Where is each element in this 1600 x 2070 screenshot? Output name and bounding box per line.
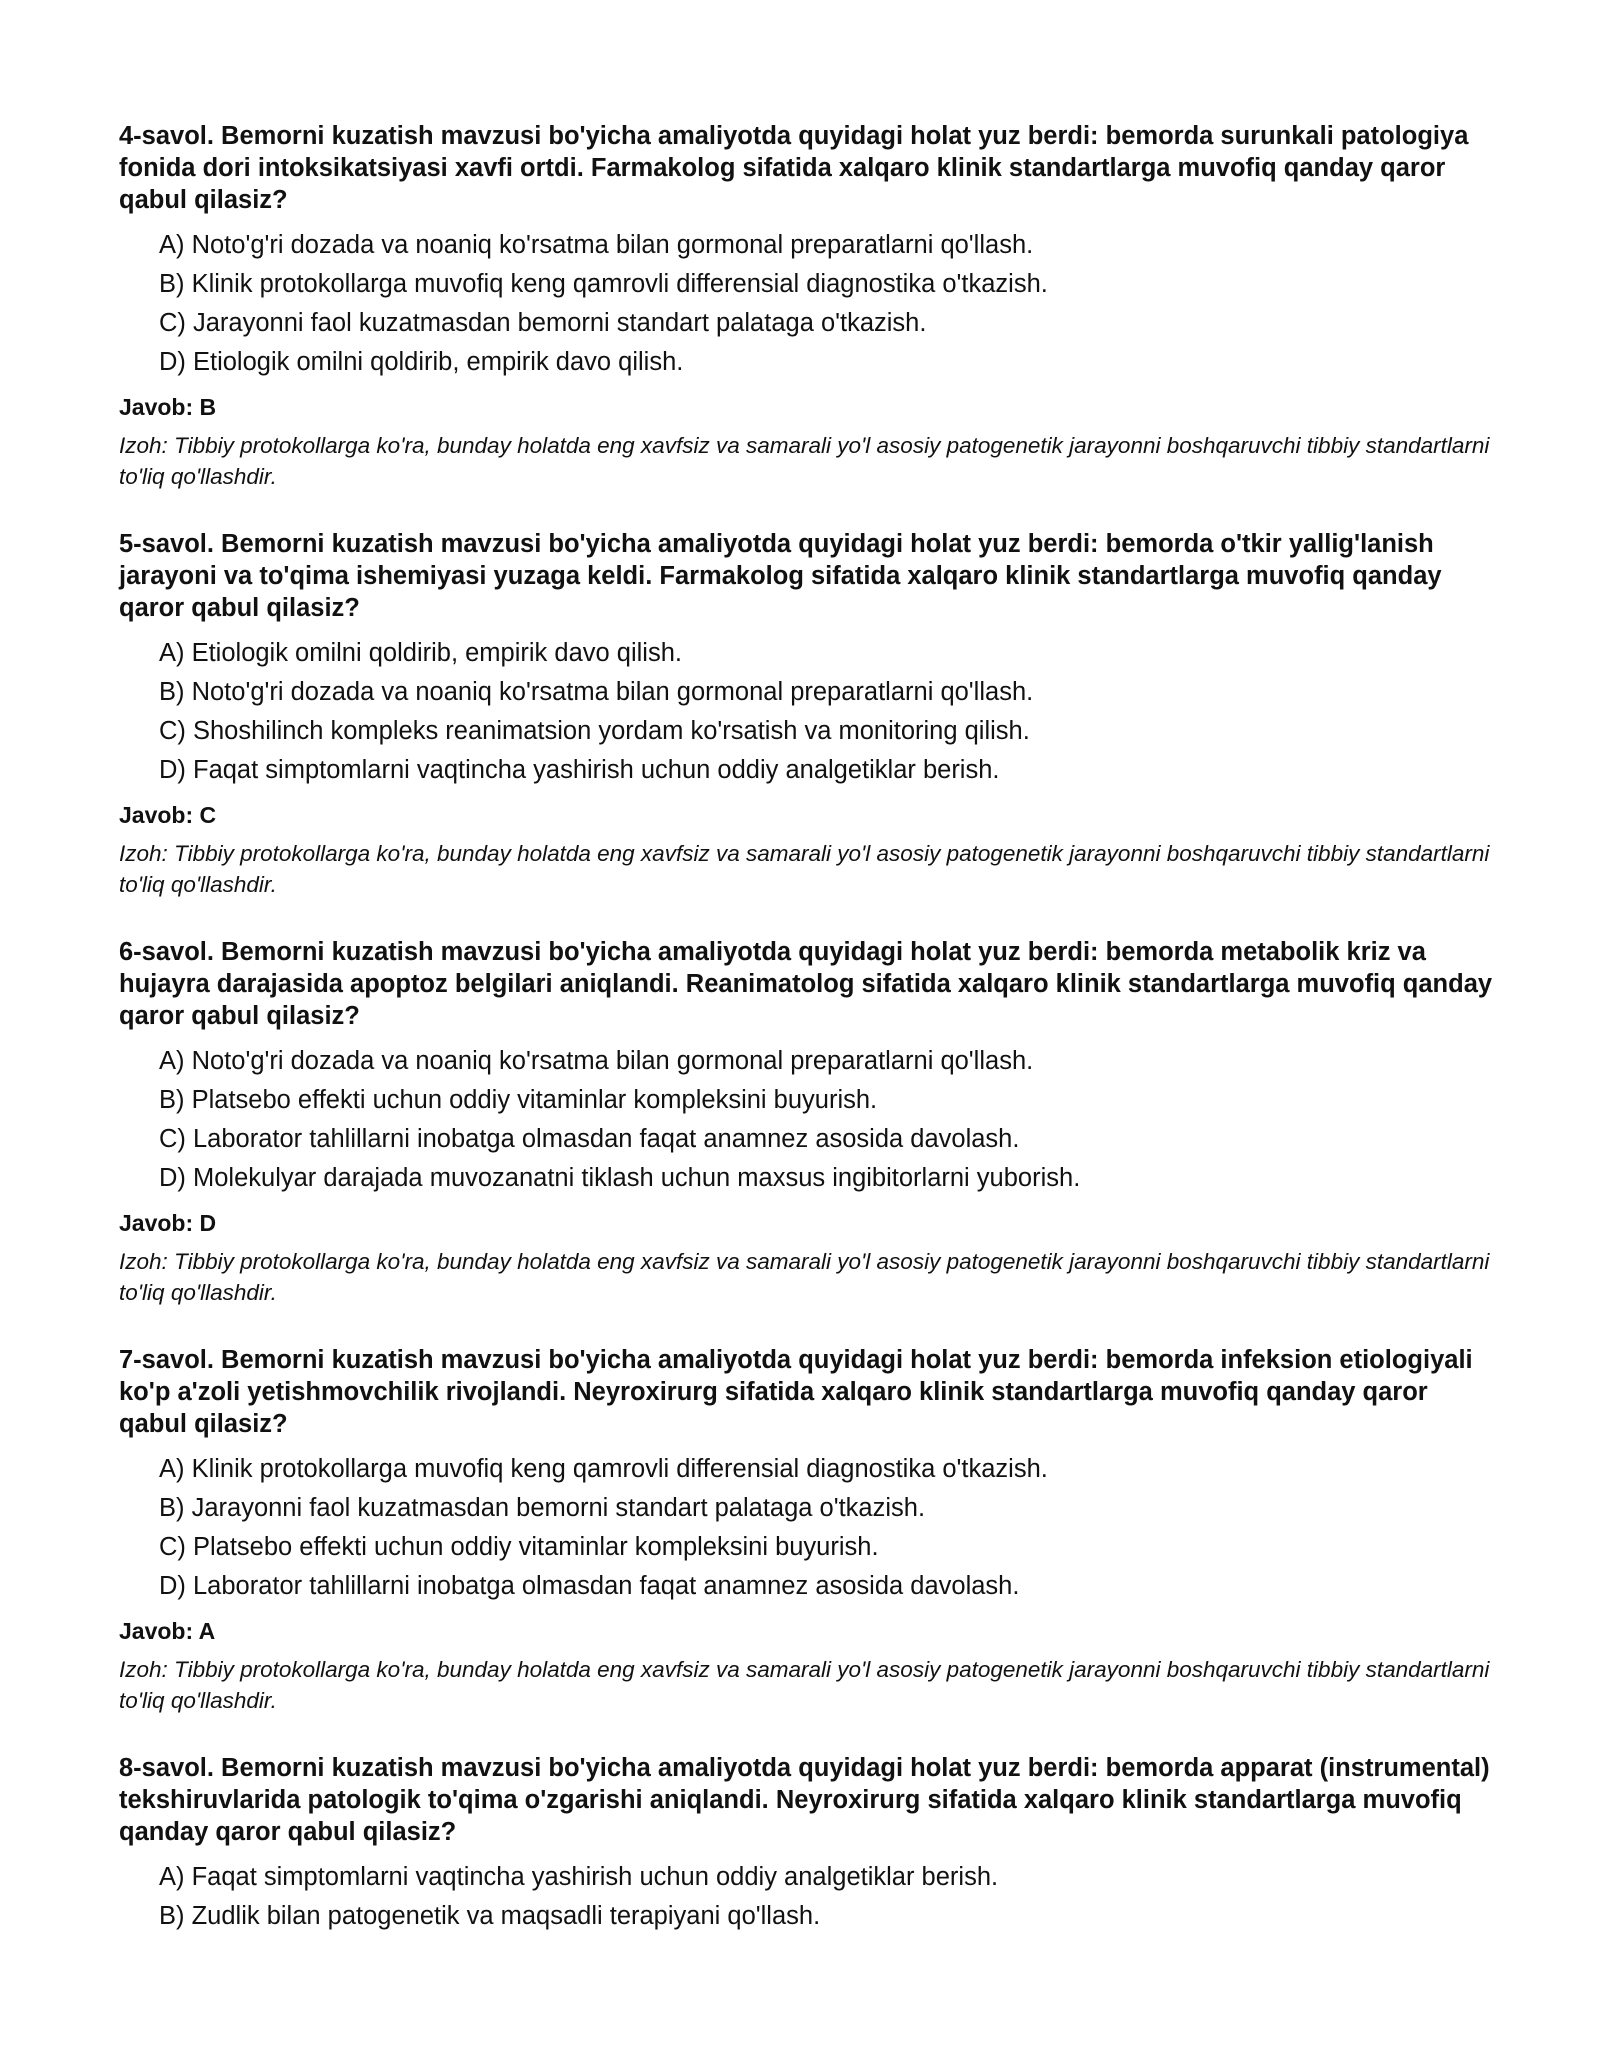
option-list xyxy=(119,226,1499,382)
option-b: B) Noto'g'ri dozada va noaniq ko'rsatma bilan gormonal preparatlarni qo'llash. xyxy=(159,678,1034,706)
explanation-note: Izoh: Tibbiy protokollarga ko'ra, bunday holatda eng xavfsiz va samarali yo'l asosiy patogenetik jarayonni boshqaruvchi tibbiy standartlarni to'liq qo'llashdir. xyxy=(119,433,1490,489)
option-b: B) Platsebo effekti uchun oddiy vitaminlar kompleksini buyurish. xyxy=(159,1086,878,1114)
question-text: 4-savol. Bemorni kuzatish mavzusi bo'yicha amaliyotda quyidagi holat yuz berdi: bemorda surunkali patologiya fonida dori intoksikatsiyasi xavfi ortdi. Farmakolog sifatida xalqaro klinik standartlarga muvofiq qanday qaror qabul qilasiz? xyxy=(119,122,1469,214)
question-text: 7-savol. Bemorni kuzatish mavzusi bo'yicha amaliyotda quyidagi holat yuz berdi: bemorda infeksion etiologiyali ko'p a'zoli yetishmovchilik rivojlandi. Neyroxirurg sifatida xalqaro klinik standartlarga muvofiq qanday qaror qabul qilasiz? xyxy=(119,1346,1473,1438)
option-a: A) Noto'g'ri dozada va noaniq ko'rsatma bilan gormonal preparatlarni qo'llash. xyxy=(159,1047,1034,1075)
option-c: C) Laborator tahlillarni inobatga olmasdan faqat anamnez asosida davolash. xyxy=(159,1125,1020,1153)
option-a: A) Etiologik omilni qoldirib, empirik davo qilish. xyxy=(159,639,682,667)
question-block-6 xyxy=(119,936,1499,1308)
explanation-note: Izoh: Tibbiy protokollarga ko'ra, bunday holatda eng xavfsiz va samarali yo'l asosiy patogenetik jarayonni boshqaruvchi tibbiy standartlarni to'liq qo'llashdir. xyxy=(119,1657,1490,1713)
option-c: C) Shoshilinch kompleks reanimatsion yordam ko'rsatish va monitoring qilish. xyxy=(159,717,1030,745)
option-a: A) Klinik protokollarga muvofiq keng qamrovli differensial diagnostika o'tkazish. xyxy=(159,1455,1048,1483)
answer-label: Javob: D xyxy=(119,1210,217,1236)
answer-label: Javob: B xyxy=(119,394,217,420)
option-list xyxy=(119,1450,1499,1606)
option-c: C) Jarayonni faol kuzatmasdan bemorni standart palataga o'tkazish. xyxy=(159,309,927,337)
question-text: 5-savol. Bemorni kuzatish mavzusi bo'yicha amaliyotda quyidagi holat yuz berdi: bemorda o'tkir yallig'lanish jarayoni va to'qima ishemiyasi yuzaga keldi. Farmakolog sifatida xalqaro klinik standartlarga muvofiq qanday qaror qabul qilasiz? xyxy=(119,530,1442,622)
option-b: B) Zudlik bilan patogenetik va maqsadli terapiyani qo'llash. xyxy=(159,1902,821,1930)
question-block-7 xyxy=(119,1344,1499,1716)
question-text: 8-savol. Bemorni kuzatish mavzusi bo'yicha amaliyotda quyidagi holat yuz berdi: bemorda apparat (instrumental) tekshiruvlarida patologik to'qima o'zgarishi aniqlandi. Neyroxirurg sifatida xalqaro klinik standartlarga muvofiq qanday qaror qabul qilasiz? xyxy=(119,1754,1490,1846)
explanation-note: Izoh: Tibbiy protokollarga ko'ra, bunday holatda eng xavfsiz va samarali yo'l asosiy patogenetik jarayonni boshqaruvchi tibbiy standartlarni to'liq qo'llashdir. xyxy=(119,841,1490,897)
option-d: D) Etiologik omilni qoldirib, empirik davo qilish. xyxy=(159,348,684,376)
option-d: D) Molekulyar darajada muvozanatni tiklash uchun maxsus ingibitorlarni yuborish. xyxy=(159,1164,1081,1192)
option-d: D) Laborator tahlillarni inobatga olmasdan faqat anamnez asosida davolash. xyxy=(159,1572,1020,1600)
question-block-5 xyxy=(119,528,1499,900)
option-b: B) Jarayonni faol kuzatmasdan bemorni standart palataga o'tkazish. xyxy=(159,1494,926,1522)
question-block-8 xyxy=(119,1752,1499,1936)
answer-label: Javob: C xyxy=(119,802,217,828)
document-page xyxy=(119,120,1499,1972)
option-a: A) Noto'g'ri dozada va noaniq ko'rsatma bilan gormonal preparatlarni qo'llash. xyxy=(159,231,1034,259)
option-c: C) Platsebo effekti uchun oddiy vitaminlar kompleksini buyurish. xyxy=(159,1533,879,1561)
option-d: D) Faqat simptomlarni vaqtincha yashirish uchun oddiy analgetiklar berish. xyxy=(159,756,1000,784)
question-text: 6-savol. Bemorni kuzatish mavzusi bo'yicha amaliyotda quyidagi holat yuz berdi: bemorda metabolik kriz va hujayra darajasida apoptoz belgilari aniqlandi. Reanimatolog sifatida xalqaro klinik standartlarga muvofiq qanday qaror qabul qilasiz? xyxy=(119,938,1493,1030)
explanation-note: Izoh: Tibbiy protokollarga ko'ra, bunday holatda eng xavfsiz va samarali yo'l asosiy patogenetik jarayonni boshqaruvchi tibbiy standartlarni to'liq qo'llashdir. xyxy=(119,1249,1490,1305)
option-list xyxy=(119,634,1499,790)
question-block-4 xyxy=(119,120,1499,492)
option-a: A) Faqat simptomlarni vaqtincha yashirish uchun oddiy analgetiklar berish. xyxy=(159,1863,999,1891)
option-list xyxy=(119,1858,1499,1936)
answer-label: Javob: A xyxy=(119,1618,216,1644)
option-list xyxy=(119,1042,1499,1198)
option-b: B) Klinik protokollarga muvofiq keng qamrovli differensial diagnostika o'tkazish. xyxy=(159,270,1048,298)
